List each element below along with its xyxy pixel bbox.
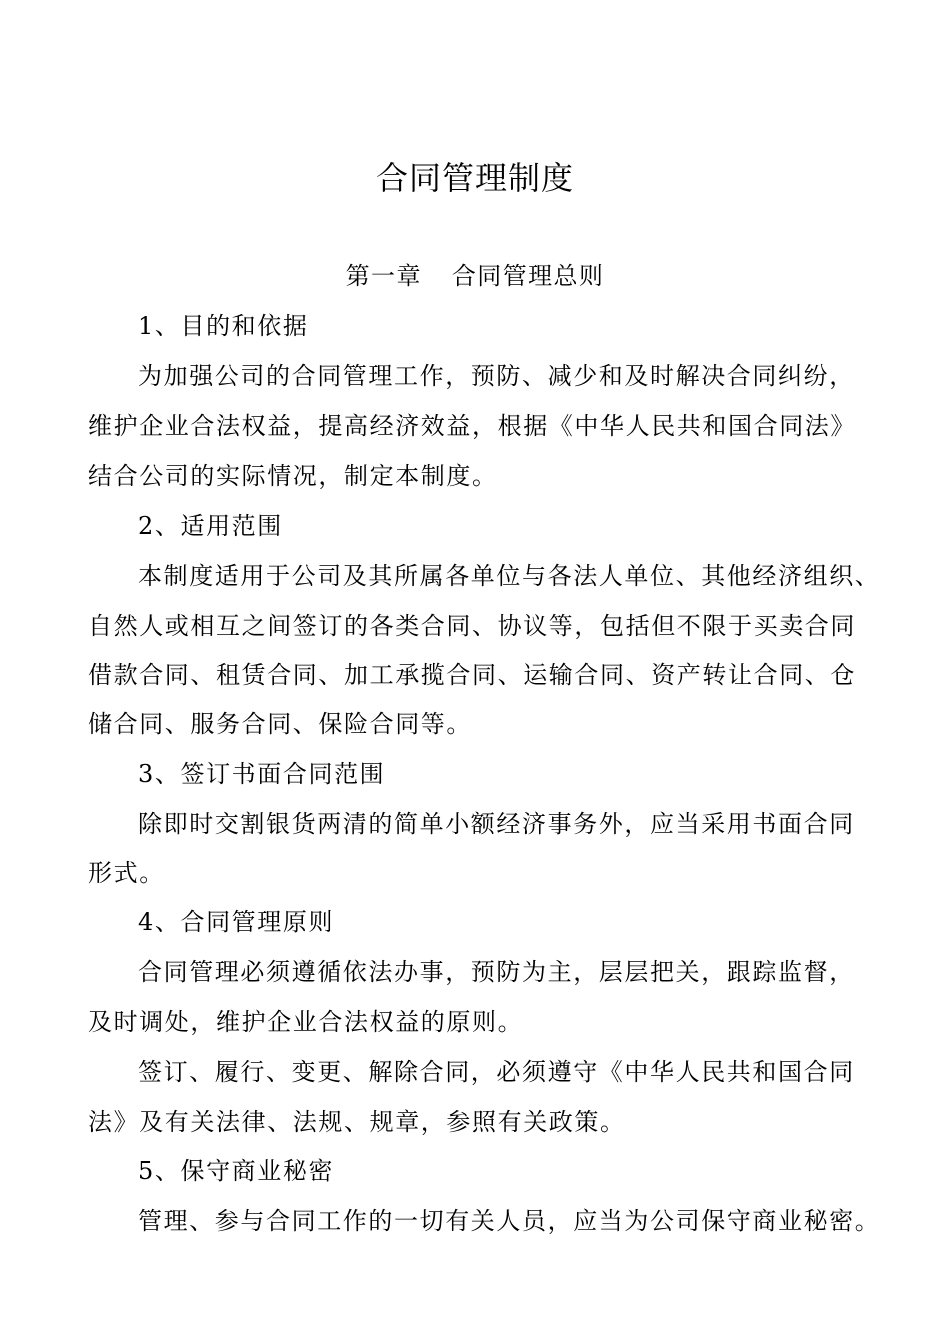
paragraph-line: 结合公司的实际情况，制定本制度。 bbox=[88, 462, 498, 490]
section-heading-2: 2、适用范围 bbox=[138, 512, 283, 540]
document-title: 合同管理制度 bbox=[375, 159, 574, 197]
paragraph-line: 及时调处，维护企业合法权益的原则。 bbox=[88, 1008, 524, 1036]
paragraph-line: 除即时交割银货两清的简单小额经济事务外，应当采用书面合同 bbox=[138, 810, 855, 838]
paragraph-line: 合同管理必须遵循依法办事，预防为主，层层把关，跟踪监督， bbox=[138, 958, 855, 986]
chapter-heading bbox=[0, 261, 950, 291]
section-heading-5: 5、保守商业秘密 bbox=[138, 1157, 335, 1185]
chapter-number: 第一章 bbox=[345, 262, 422, 290]
paragraph-line: 维护企业合法权益，提高经济效益，根据《中华人民共和国合同法》 bbox=[88, 412, 856, 440]
section-heading-3: 3、签订书面合同范围 bbox=[138, 760, 386, 788]
paragraph-line: 管理、参与合同工作的一切有关人员，应当为公司保守商业秘密。 bbox=[138, 1207, 881, 1235]
paragraph-line: 自然人或相互之间签订的各类合同、协议等，包括但不限于买卖合同 bbox=[88, 612, 856, 640]
paragraph-line: 本制度适用于公司及其所属各单位与各法人单位、其他经济组织、 bbox=[138, 562, 881, 590]
paragraph-line: 法》及有关法律、法规、规章，参照有关政策。 bbox=[88, 1108, 626, 1136]
section-heading-1: 1、目的和依据 bbox=[138, 312, 309, 340]
paragraph-line: 为加强公司的合同管理工作，预防、减少和及时解决合同纠纷， bbox=[138, 362, 855, 390]
paragraph-line: 储合同、服务合同、保险合同等。 bbox=[88, 710, 472, 738]
paragraph-line: 形式。 bbox=[88, 859, 165, 887]
paragraph-line: 借款合同、租赁合同、加工承揽合同、运输合同、资产转让合同、仓 bbox=[88, 661, 856, 689]
section-heading-4: 4、合同管理原则 bbox=[138, 908, 335, 936]
paragraph-line: 签订、履行、变更、解除合同，必须遵守《中华人民共和国合同 bbox=[138, 1058, 855, 1086]
chapter-name: 合同管理总则 bbox=[451, 262, 605, 290]
